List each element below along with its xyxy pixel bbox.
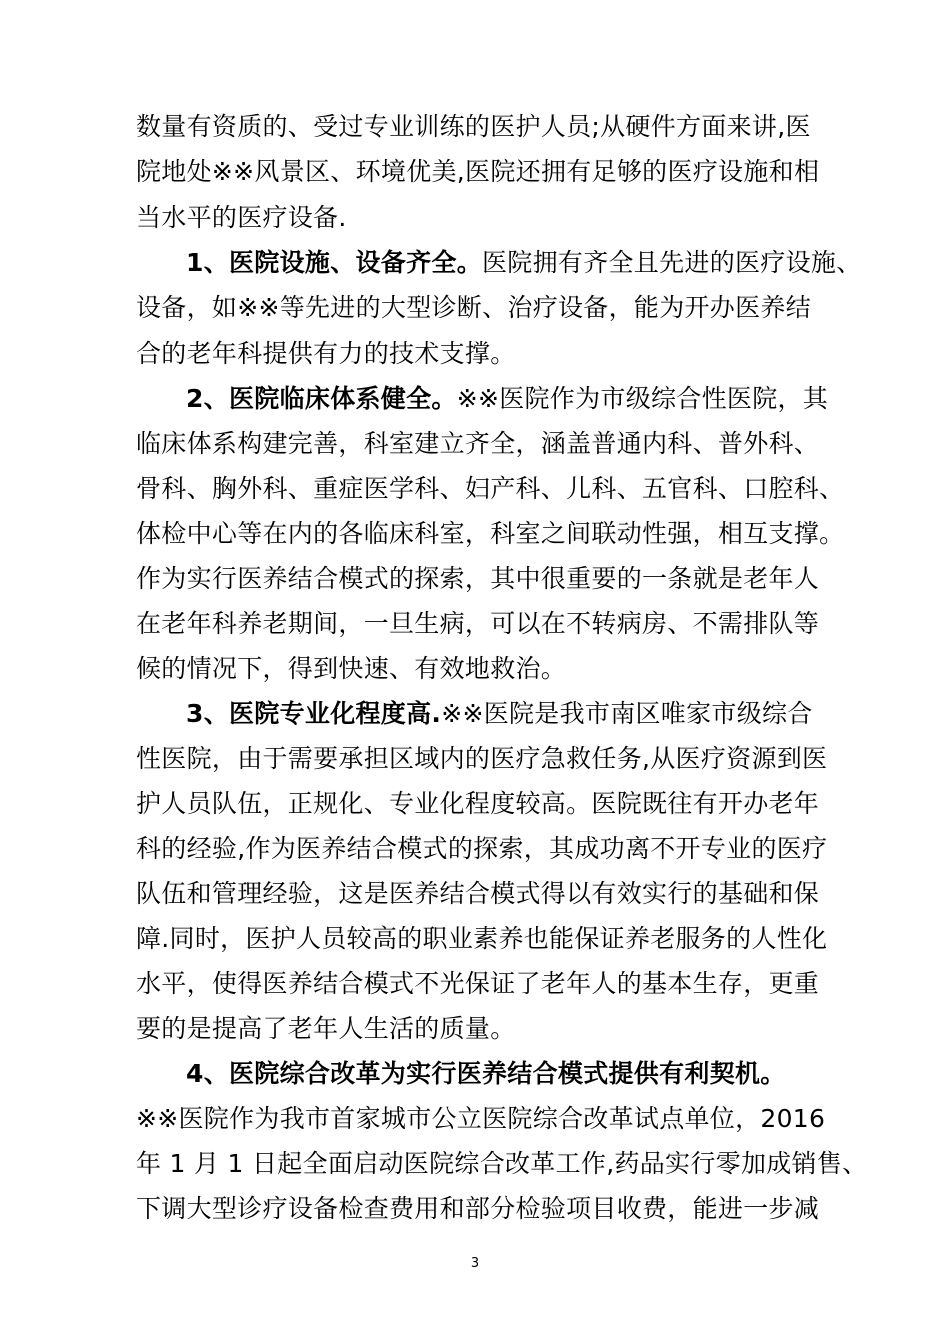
text-line: 要的是提高了老年人生活的质量。 <box>136 1014 516 1043</box>
text-line: 障.同时，医护人员较高的职业素养也能保证养老服务的人性化 <box>136 924 828 953</box>
page-number: 3 <box>470 1256 480 1271</box>
heading-bold-text: 3、医院专业化程度高. <box>186 699 442 728</box>
text-line: 队伍和管理经验，这是医养结合模式得以有效实行的基础和保 <box>136 879 820 908</box>
heading-bold-text: 4、医院综合改革为实行医养结合模式提供有利契机。 <box>186 1059 786 1088</box>
heading-body-text: ※※医院作为市级综合性医院，其 <box>456 384 829 413</box>
text-line: 年 1 月 1 日起全面启动医院综合改革工作,药品实行零加成销售、 <box>136 1149 868 1178</box>
text-line: ※※医院作为我市首家城市公立医院综合改革试点单位，2016 <box>136 1104 826 1133</box>
heading-bold-text: 1、医院设施、设备齐全。 <box>186 248 482 277</box>
heading-body-text: ※※医院是我市南区唯家市级综合 <box>441 699 813 728</box>
text-line: 性医院，由于需要承担区域内的医疗急救任务,从医疗资源到医 <box>136 744 828 773</box>
heading-bold-text: 2、医院临床体系健全。 <box>186 384 457 413</box>
section-heading-4 <box>186 1054 876 1094</box>
text-line: 候的情况下，得到快速、有效地救治。 <box>136 654 567 683</box>
text-line: 院地处※※风景区、环境优美,医院还拥有足够的医疗设施和相 <box>136 157 820 186</box>
text-line: 当水平的医疗设备. <box>136 203 347 232</box>
text-line: 临床体系构建完善，科室建立齐全，涵盖普通内科、普外科、 <box>136 429 820 458</box>
section-heading-3 <box>186 694 876 734</box>
text-line: 护人员队伍，正规化、专业化程度较高。医院既往有开办老年 <box>136 789 820 818</box>
text-line: 设备，如※※等先进的大型诊断、治疗设备，能为开办医养结 <box>136 293 811 322</box>
text-line: 水平，使得医养结合模式不光保证了老年人的基本生存，更重 <box>136 969 820 998</box>
text-line: 作为实行医养结合模式的探索，其中很重要的一条就是老年人 <box>136 564 820 593</box>
section-heading-2 <box>186 379 876 419</box>
text-line: 在老年科养老期间，一旦生病，可以在不转病房、不需排队等 <box>136 609 820 638</box>
text-line: 科的经验,作为医养结合模式的探索，其成功离不开专业的医疗 <box>136 834 828 863</box>
text-line: 合的老年科提供有力的技术支撑。 <box>136 339 516 368</box>
text-line: 体检中心等在内的各临床科室，科室之间联动性强，相互支撑。 <box>136 519 845 548</box>
heading-body-text: 医院拥有齐全且先进的医疗设施、 <box>482 248 862 277</box>
text-line: 骨科、胸外科、重症医学科、妇产科、儿科、五官科、口腔科、 <box>136 474 845 503</box>
text-line: 数量有资质的、受过专业训练的医护人员;从硬件方面来讲,医 <box>136 112 811 141</box>
section-heading-1 <box>186 243 876 283</box>
text-line: 下调大型诊疗设备检查费用和部分检验项目收费，能进一步减 <box>136 1194 820 1223</box>
